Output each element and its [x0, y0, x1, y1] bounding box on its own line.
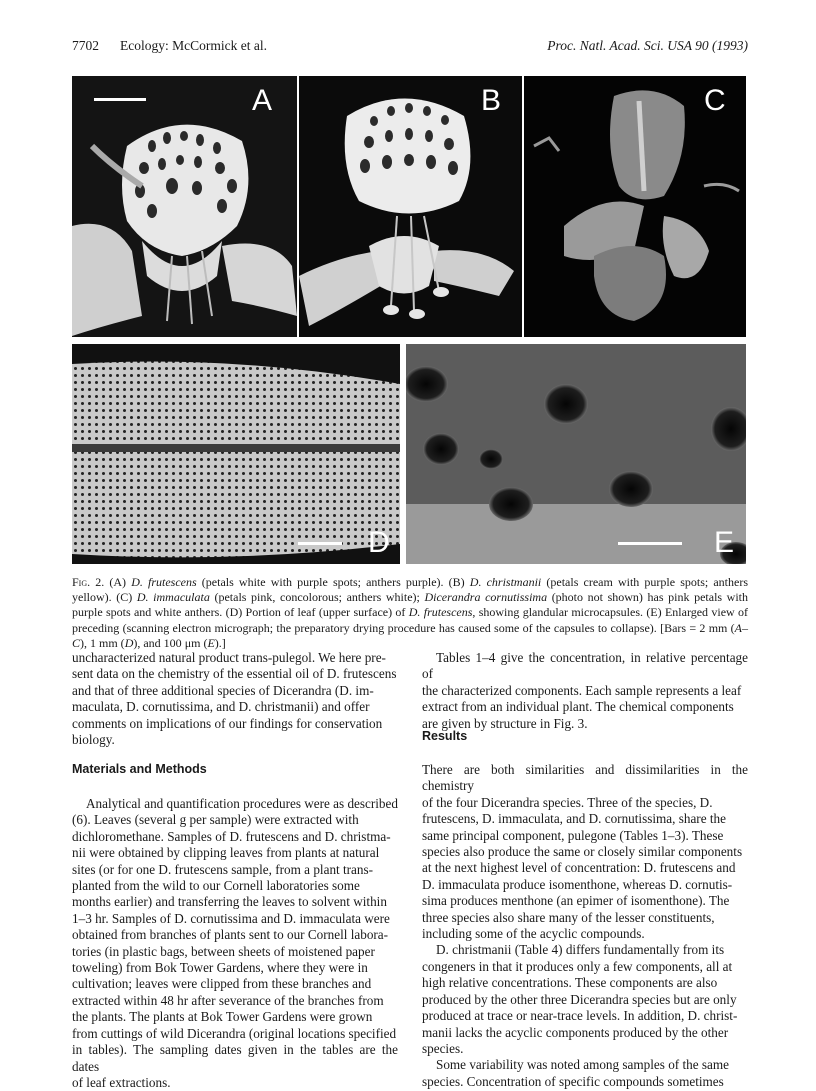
caption-prefix: Fig. 2. — [72, 575, 105, 589]
text-line: in tables). The sampling dates given in the tables are the dates — [72, 1042, 398, 1074]
text-line: maculata, D. cornutissima, and D. christmanii) and offer — [72, 699, 370, 715]
page-header — [72, 38, 748, 58]
text-line: frutescens, D. immaculata, and D. cornutissima, share the — [422, 811, 726, 827]
text-line: of leaf extractions. — [72, 1074, 171, 1090]
figure-panel-b — [299, 76, 522, 337]
panel-label-e: E — [714, 526, 735, 559]
text-line: Tables 1–4 give the concentration, in relative percentage of — [422, 650, 748, 682]
text-line: 1–3 hr. Samples of D. cornutissima and D. immaculata were — [72, 910, 390, 926]
panel-label-b: B — [481, 84, 502, 117]
panel-label-d: D — [368, 526, 390, 559]
text-line: at the next highest level of concentration: D. frutescens and — [422, 860, 736, 876]
text-line: dichloromethane. Samples of D. frutescens and D. christma- — [72, 828, 391, 844]
text-line: D. immaculata produce isomenthone, whereas D. cornutis- — [422, 876, 733, 892]
scale-bar-d — [298, 542, 342, 545]
text-line: including some of the acyclic compounds. — [422, 926, 645, 942]
text-line: of the four Dicerandra species. Three of the species, D. — [422, 794, 713, 810]
running-title: Ecology: McCormick et al. — [120, 38, 267, 53]
text-line: D. christmanii (Table 4) differs fundamentally from its — [436, 942, 725, 958]
text-line: nii were obtained by clipping leaves from plants at natural — [72, 845, 380, 861]
text-line: three species also share many of the lesser constituents, — [422, 909, 715, 925]
text-line: produced at trace or near-trace levels. In addition, D. christ- — [422, 1008, 738, 1024]
text-line: tories (in plastic bags, between sheets of moistened paper — [72, 943, 375, 959]
journal-citation: Proc. Natl. Acad. Sci. USA 90 (1993) — [547, 38, 748, 53]
text-line: cultivation; leaves were clipped from these branches and — [72, 976, 372, 992]
intro-paragraph — [72, 650, 398, 748]
text-line: species. Concentration of specific compounds sometimes — [422, 1073, 724, 1089]
figure-caption: Fig. 2. (A) D. frutescens (petals white with purple spots; anthers purple). (B) D. christmanii (petals cream with purple spots; anthers yellow). (C) D. immaculata (petals pink, concolorous; anthers white); Dicerandra cornutissima (photo not shown) has pink petals with purple spots and white anthers. (D) Portion of leaf (upper surface) of D. frutescens, showing glandular microcapsules. (E) Enlarged view of preceding (scanning electron micrograph; the preparatory drying procedure has caused some of the capsules to collapse). [Bars = 2 mm (A–C), 1 mm (D), and 100 μm (E).] — [72, 575, 749, 650]
text-line: obtained from branches of plants sent to our Cornell labora- — [72, 927, 389, 943]
leaf-surface-photo — [72, 344, 400, 564]
figure-panel-e — [406, 344, 746, 564]
text-line: sites (or for one D. frutescens sample, from a plant trans- — [72, 861, 374, 877]
page-number: 7702 — [72, 38, 99, 53]
scale-bar-a — [94, 98, 146, 101]
results-paragraph — [422, 762, 748, 1090]
text-line: (6). Leaves (several g per sample) were extracted with — [72, 812, 359, 828]
text-line: the characterized components. Each sample represents a leaf — [422, 682, 742, 698]
panel-label-c: C — [704, 84, 726, 117]
sem-micrograph-photo — [406, 344, 746, 564]
text-line: toweling) from Bok Tower Gardens, where they were in — [72, 960, 368, 976]
text-line: sima produces menthone (an epimer of isomenthone). The — [422, 893, 730, 909]
text-line: high relative concentrations. These components are also — [422, 975, 718, 991]
text-line: uncharacterized natural product trans-pulegol. We here pre- — [72, 650, 386, 665]
text-line: congeners in that it produces only a few components, all at — [422, 958, 733, 974]
figure-panel-a — [72, 76, 297, 337]
text-line: Analytical and quantification procedures were as described — [86, 796, 398, 811]
text-line: species also produce the same or closely similar components — [422, 844, 743, 860]
text-line: months earlier) and transferring the leaves to solvent within — [72, 894, 387, 910]
text-line: There are both similarities and dissimilarities in the chemistry — [422, 762, 748, 794]
text-line: biology. — [72, 732, 115, 748]
section-heading-results: Results — [422, 729, 468, 743]
text-line: Some variability was noted among samples of the same — [436, 1057, 729, 1073]
text-line: from cuttings of wild Dicerandra (original locations specified — [72, 1025, 397, 1041]
panel-label-a: A — [252, 84, 273, 117]
text-line: sent data on the chemistry of the essential oil of D. frutescens — [72, 666, 397, 682]
text-line: planted from the wild to our Cornell laboratories some — [72, 878, 360, 894]
text-line: extracted within 48 hr after severance of the branches from — [72, 992, 384, 1008]
text-line: are given by structure in Fig. 3. — [422, 715, 588, 731]
text-line: and that of three additional species of Dicerandra (D. im- — [72, 682, 374, 698]
figure-panel-d — [72, 344, 400, 564]
text-line: comments on implications of our findings for conservation — [72, 715, 383, 731]
text-line: same principal component, pulegone (Tables 1–3). These — [422, 827, 724, 843]
text-line: species. — [422, 1040, 464, 1056]
text-line: manii lacks the acyclic components produced by the other — [422, 1024, 729, 1040]
section-heading-methods: Materials and Methods — [72, 762, 207, 776]
text-line: extract from an individual plant. The chemical components — [422, 699, 734, 715]
scale-bar-e — [618, 542, 682, 545]
methods-paragraph — [72, 796, 398, 1091]
text-line: the plants. The plants at Bok Tower Gardens were grown — [72, 1009, 373, 1025]
text-line: produced by the other three Dicerandra species but are only — [422, 991, 737, 1007]
figure-panel-c — [524, 76, 746, 337]
tables-paragraph — [422, 650, 748, 732]
